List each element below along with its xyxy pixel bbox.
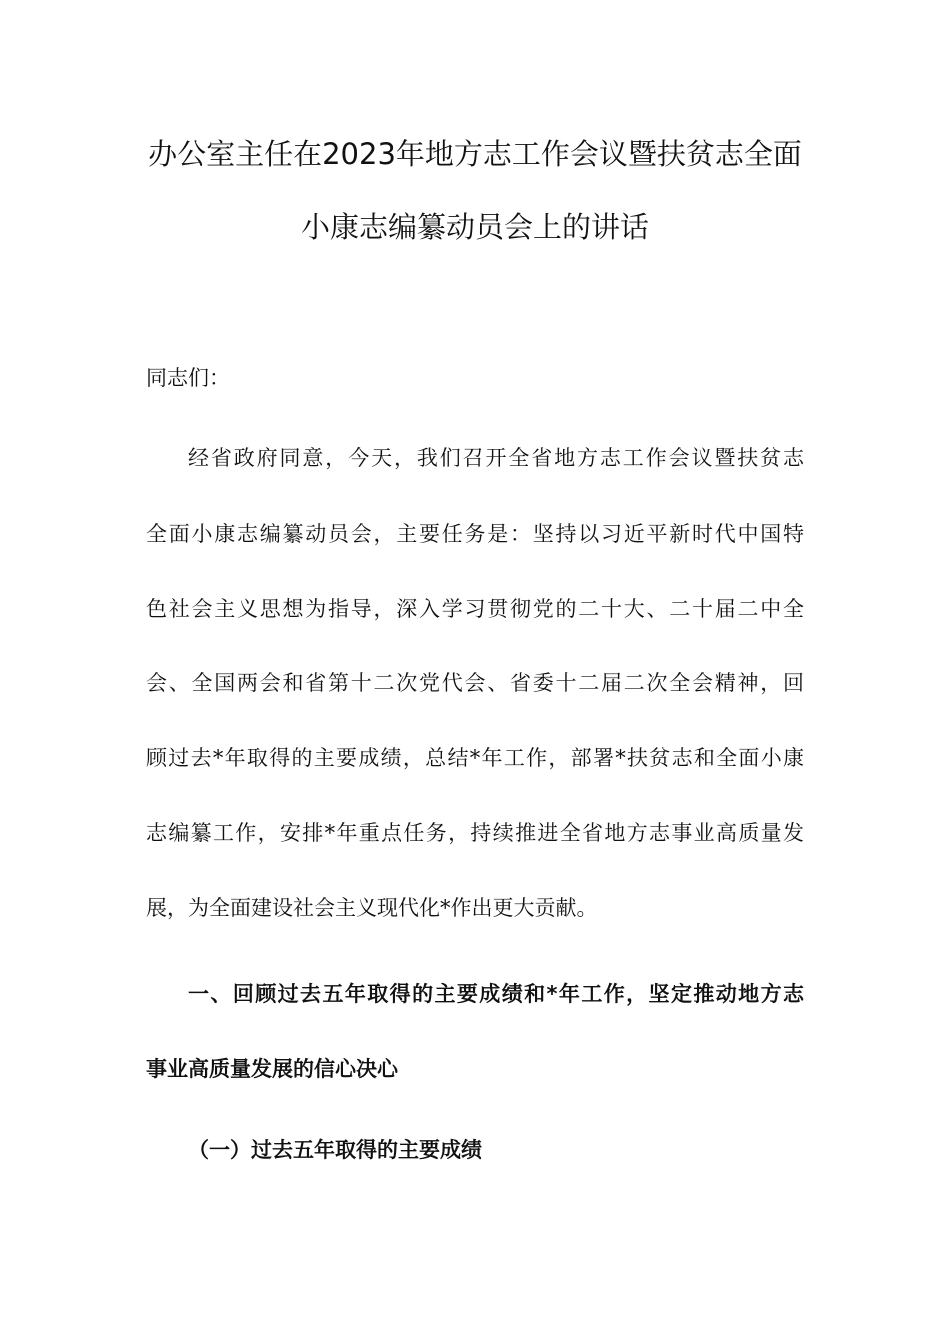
paragraph-1-line-3: 色社会主义思想为指导，深入学习贯彻党的二十大、二十届二中全	[146, 597, 804, 621]
paragraph-1-line-6: 志编纂工作，安排*年重点任务，持续推进全省地方志事业高质量发	[146, 821, 804, 845]
section-1-heading-line-2: 事业高质量发展的信心决心	[146, 1057, 398, 1081]
paragraph-1-line-1: 经省政府同意，今天，我们召开全省地方志工作会议暨扶贫志	[188, 446, 804, 470]
paragraph-1-line-7: 展，为全面建设社会主义现代化*作出更大贡献。	[146, 896, 598, 920]
paragraph-1-line-5: 顾过去*年取得的主要成绩，总结*年工作，部署*扶贫志和全面小康	[146, 746, 804, 770]
section-1-heading-line-1: 一、回顾过去五年取得的主要成绩和*年工作，坚定推动地方志	[188, 982, 804, 1006]
document-title-line-2: 小康志编纂动员会上的讲话	[300, 210, 649, 244]
subsection-1-heading: （一）过去五年取得的主要成绩	[188, 1138, 482, 1162]
paragraph-1-line-4: 会、全国两会和省第十二次党代会、省委十二届二次全会精神，回	[146, 671, 804, 695]
paragraph-1-line-2: 全面小康志编纂动员会，主要任务是：坚持以习近平新时代中国特	[146, 522, 804, 546]
salutation: 同志们：	[146, 366, 230, 390]
document-title-line-1: 办公室主任在2023年地方志工作会议暨扶贫志全面	[148, 137, 802, 171]
